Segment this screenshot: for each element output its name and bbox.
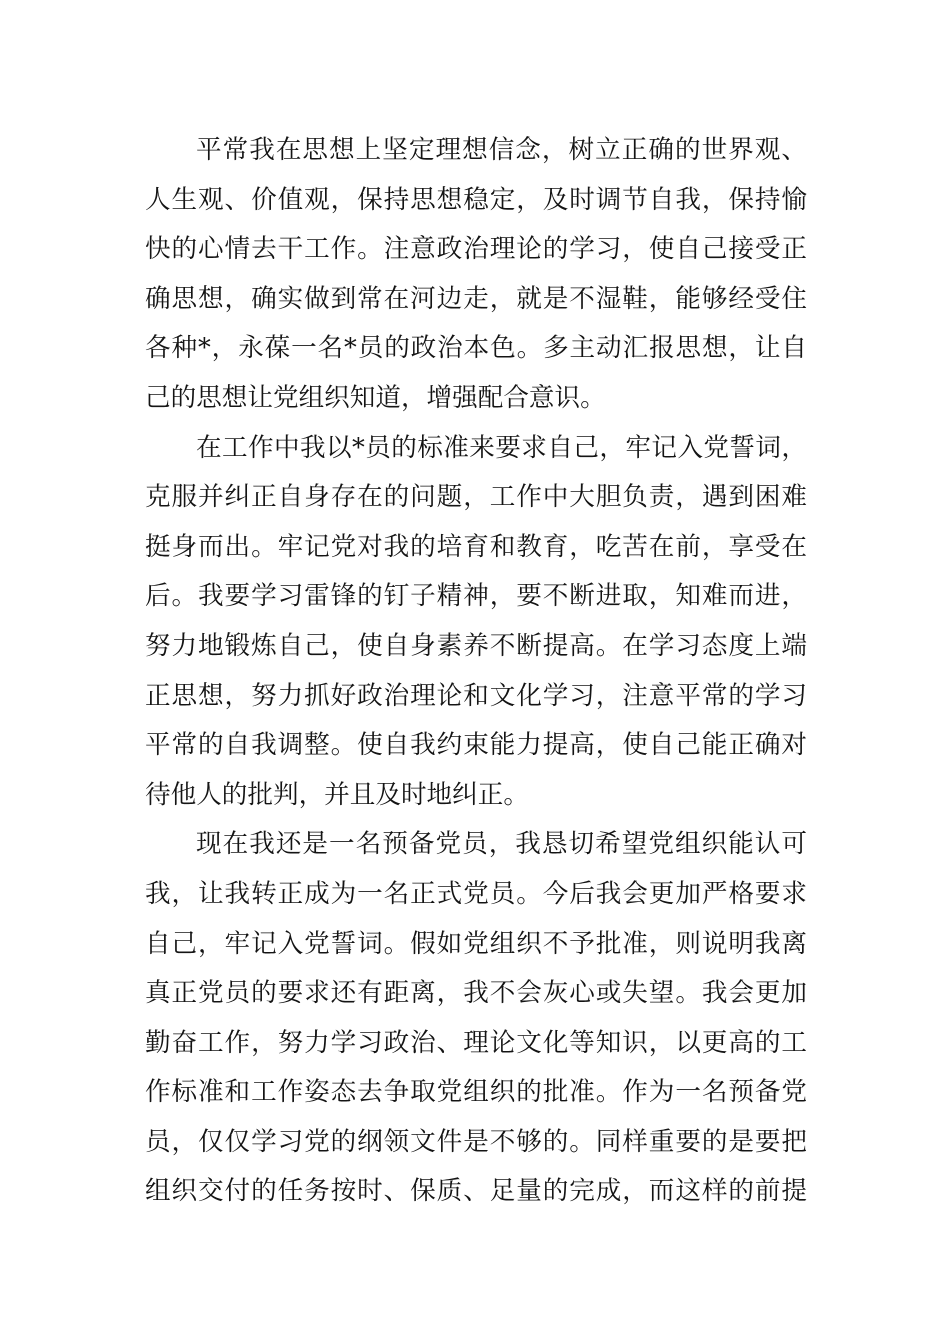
paragraph-3 bbox=[145, 820, 807, 1217]
paragraph-line: 在工作中我以*员的标准来要求自己，牢记入党誓词， bbox=[196, 432, 807, 463]
paragraph-2 bbox=[145, 424, 807, 821]
paragraph-1 bbox=[145, 126, 807, 424]
paragraph-line: 快的心情去干工作。注意政治理论的学习，使自己接受正 bbox=[145, 234, 807, 265]
paragraph-line: 努力地锻炼自己，使自身素养不断提高。在学习态度上端 bbox=[145, 630, 807, 661]
paragraph-line: 自己，牢记入党誓词。假如党组织不予批准，则说明我离 bbox=[145, 928, 807, 959]
paragraph-line: 员，仅仅学习党的纲领文件是不够的。同样重要的是要把 bbox=[145, 1126, 807, 1157]
paragraph-line: 挺身而出。牢记党对我的培育和教育，吃苦在前，享受在 bbox=[145, 531, 807, 562]
paragraph-line: 勤奋工作，努力学习政治、理论文化等知识，以更高的工 bbox=[145, 1027, 807, 1058]
paragraph-line: 组织交付的任务按时、保质、足量的完成，而这样的前提 bbox=[145, 1176, 807, 1207]
paragraph-line: 克服并纠正自身存在的问题，工作中大胆负责，遇到困难 bbox=[145, 482, 807, 513]
paragraph-line: 各种*，永葆一名*员的政治本色。多主动汇报思想，让自 bbox=[145, 333, 807, 364]
paragraph-line: 确思想，确实做到常在河边走，就是不湿鞋，能够经受住 bbox=[145, 283, 807, 314]
paragraph-line: 己的思想让党组织知道，增强配合意识。 bbox=[145, 382, 606, 413]
paragraph-line: 待他人的批判，并且及时地纠正。 bbox=[145, 779, 529, 810]
paragraph-line: 人生观、价值观，保持思想稳定，及时调节自我，保持愉 bbox=[145, 184, 807, 215]
paragraph-line: 真正党员的要求还有距离，我不会灰心或失望。我会更加 bbox=[145, 978, 807, 1009]
paragraph-line: 平常的自我调整。使自我约束能力提高，使自己能正确对 bbox=[145, 730, 807, 761]
document-body bbox=[145, 126, 807, 1217]
paragraph-line: 正思想，努力抓好政治理论和文化学习，注意平常的学习 bbox=[145, 680, 807, 711]
paragraph-line: 现在我还是一名预备党员，我恳切希望党组织能认可 bbox=[196, 829, 807, 860]
paragraph-line: 后。我要学习雷锋的钉子精神，要不断进取，知难而进， bbox=[145, 581, 807, 612]
paragraph-line: 平常我在思想上坚定理想信念，树立正确的世界观、 bbox=[196, 135, 807, 165]
paragraph-line: 作标准和工作姿态去争取党组织的批准。作为一名预备党 bbox=[145, 1077, 807, 1108]
paragraph-line: 我，让我转正成为一名正式党员。今后我会更加严格要求 bbox=[145, 878, 807, 909]
